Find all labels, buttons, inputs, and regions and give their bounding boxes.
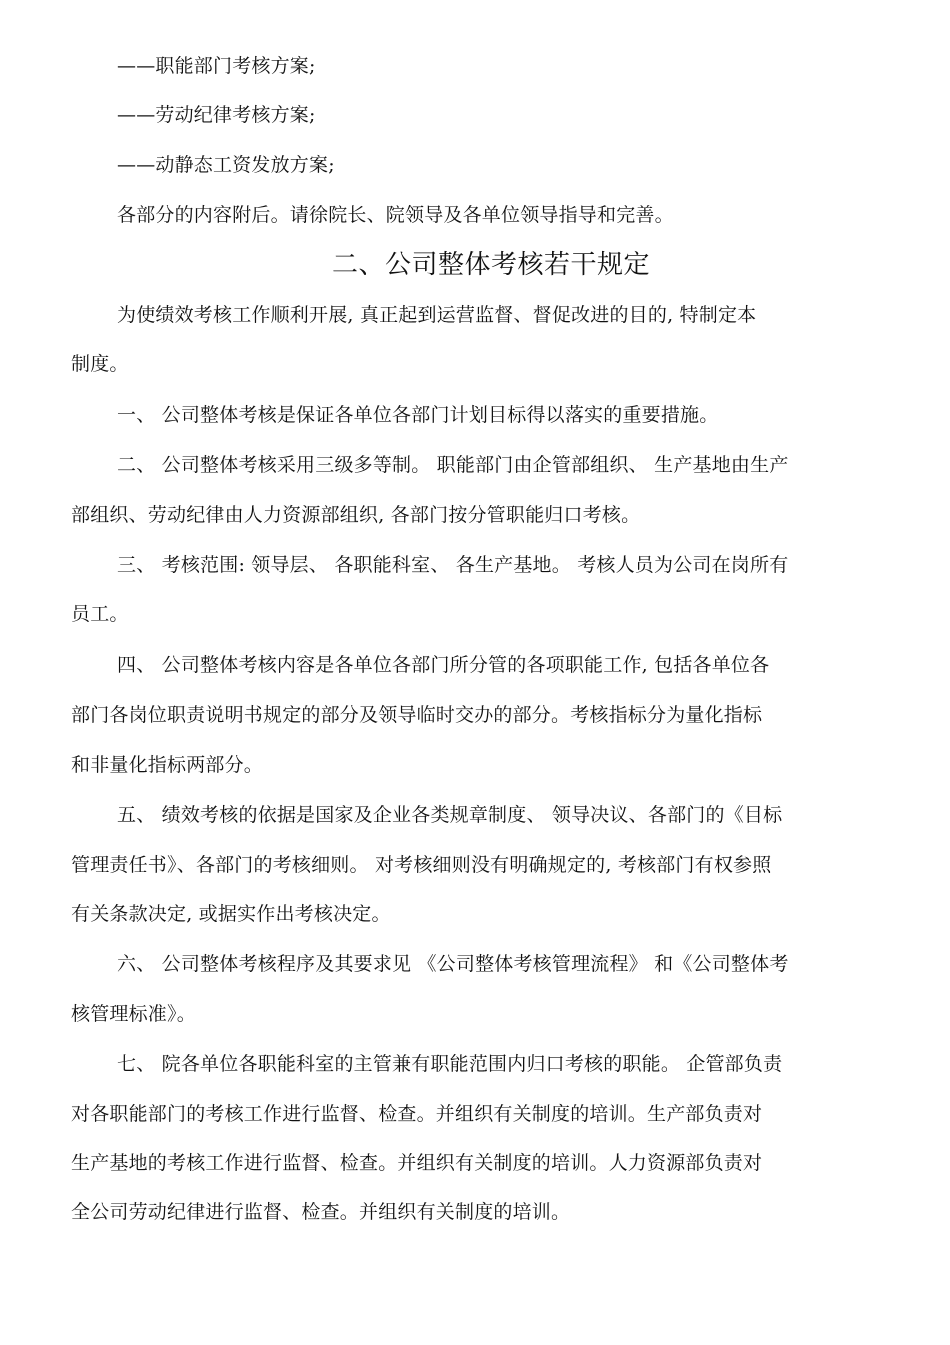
paragraph-line: 部门各岗位职责说明书规定的部分及领导临时交办的部分。考核指标分为量化指标: [71, 704, 763, 726]
paragraph-line: 六、 公司整体考核程序及其要求见 《公司整体考核管理流程》 和《公司整体考: [117, 953, 789, 975]
paragraph-line: 一、 公司整体考核是保证各单位各部门计划目标得以落实的重要措施。: [117, 404, 719, 426]
paragraph-line: 四、 公司整体考核内容是各单位各部门所分管的各项职能工作, 包括各单位各: [117, 654, 770, 676]
intro-note: 各部分的内容附后。请徐院长、院领导及各单位领导指导和完善。: [117, 204, 674, 226]
paragraph-line: 全公司劳动纪律进行监督、检查。并组织有关制度的培训。: [71, 1201, 571, 1223]
paragraph-line: 和非量化指标两部分。: [71, 754, 264, 776]
paragraph-line: 员工。: [71, 603, 129, 625]
paragraph-line: 管理责任书》、各部门的考核细则。 对考核细则没有明确规定的, 考核部门有权参照: [71, 854, 772, 876]
paragraph-line: 五、 绩效考核的依据是国家及企业各类规章制度、 领导决议、各部门的《目标: [117, 804, 783, 826]
paragraph-line: 对各职能部门的考核工作进行监督、检查。并组织有关制度的培训。生产部负责对: [71, 1103, 763, 1125]
paragraph-line: 有关条款决定, 或据实作出考核决定。: [71, 903, 391, 925]
list-item: ——劳动纪律考核方案;: [117, 104, 316, 126]
paragraph-line: 三、 考核范围: 领导层、 各职能科室、 各生产基地。 考核人员为公司在岗所有: [117, 554, 789, 576]
paragraph-line: 制度。: [71, 353, 129, 375]
section-title: 二、公司整体考核若干规定: [332, 250, 651, 280]
paragraph-line: 核管理标准》。: [71, 1003, 196, 1025]
paragraph-line: 生产基地的考核工作进行监督、检查。并组织有关制度的培训。人力资源部负责对: [71, 1152, 763, 1174]
paragraph-line: 为使绩效考核工作顺利开展, 真正起到运营监督、督促改进的目的, 特制定本: [117, 304, 757, 326]
paragraph-line: 二、 公司整体考核采用三级多等制。 职能部门由企管部组织、 生产基地由生产: [117, 454, 789, 476]
list-item: ——职能部门考核方案;: [117, 55, 316, 77]
paragraph-line: 部组织、劳动纪律由人力资源部组织, 各部门按分管职能归口考核。: [71, 504, 641, 526]
paragraph-line: 七、 院各单位各职能科室的主管兼有职能范围内归口考核的职能。 企管部负责: [117, 1053, 783, 1075]
list-item: ——动静态工资发放方案;: [117, 154, 335, 176]
